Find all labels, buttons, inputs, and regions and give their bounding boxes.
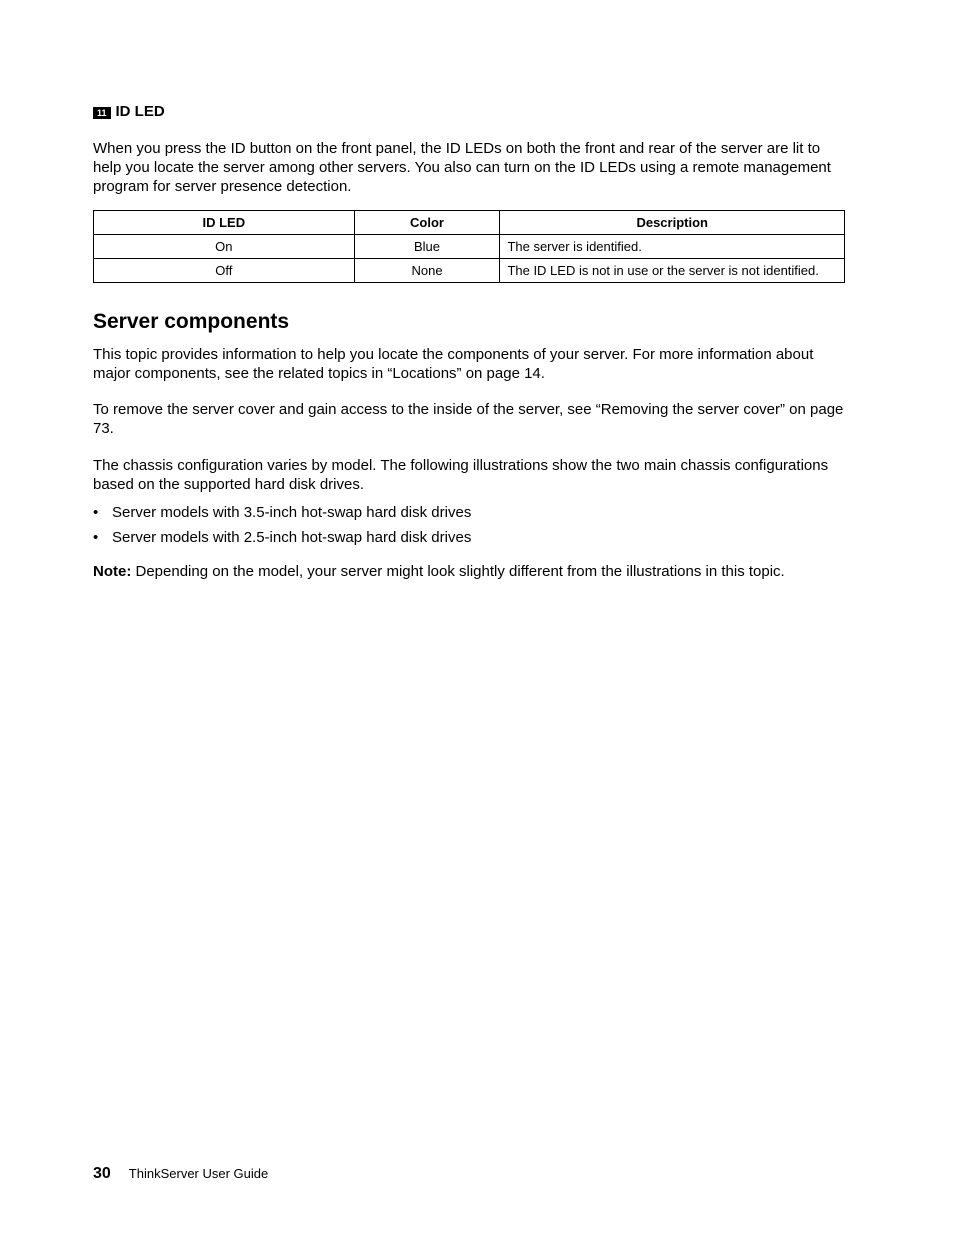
table-cell-description: The ID LED is not in use or the server is not identified. [500,259,845,283]
table-row [94,259,845,283]
list-item [93,503,471,528]
id-led-heading [93,103,165,120]
note-label: Note: [93,563,132,580]
table-header-description: Description [500,211,845,235]
list-item [93,528,471,553]
list-item-text: Server models with 3.5-inch hot-swap hard disk drives [112,504,472,521]
table-cell-id-led: Off [94,259,355,283]
page-footer [93,1165,268,1183]
chassis-models-list [93,503,471,553]
list-item-text: Server models with 2.5-inch hot-swap hard disk drives [112,529,472,546]
page-number: 30 [93,1165,111,1182]
table-header-color: Color [354,211,500,235]
table-header-id-led: ID LED [94,211,355,235]
server-cover-paragraph: To remove the server cover and gain access to the inside of the server, see “Removing the server cover” on page 73. [93,401,844,437]
bullet-icon: • [93,504,99,521]
note-paragraph [93,562,785,581]
section-title-server-components: Server components [93,310,290,333]
table-header-row [94,211,845,235]
table-cell-id-led: On [94,235,355,259]
guide-title: ThinkServer User Guide [128,1166,269,1181]
id-led-description: When you press the ID button on the front panel, the ID LEDs on both the front and rear of the server are lit to help you locate the server among other servers. You also can turn on the ID LEDs using a remote management program for server presence detection. [93,140,831,195]
id-led-heading-text: ID LED [115,103,165,120]
table-cell-color: None [354,259,500,283]
bullet-icon: • [93,529,99,546]
callout-number-badge: 11 [93,107,111,119]
table-cell-color: Blue [354,235,500,259]
server-components-intro: This topic provides information to help you locate the components of your server. For more information about major components, see the related topics in “Locations” on page 14. [93,346,814,382]
table-cell-description: The server is identified. [500,235,845,259]
id-led-table [93,210,845,283]
note-text: Depending on the model, your server might look slightly different from the illustrations in this topic. [131,563,785,580]
chassis-configuration-paragraph: The chassis configuration varies by model. The following illustrations show the two main chassis configurations based on the supported hard disk drives. [93,457,829,493]
table-row [94,235,845,259]
